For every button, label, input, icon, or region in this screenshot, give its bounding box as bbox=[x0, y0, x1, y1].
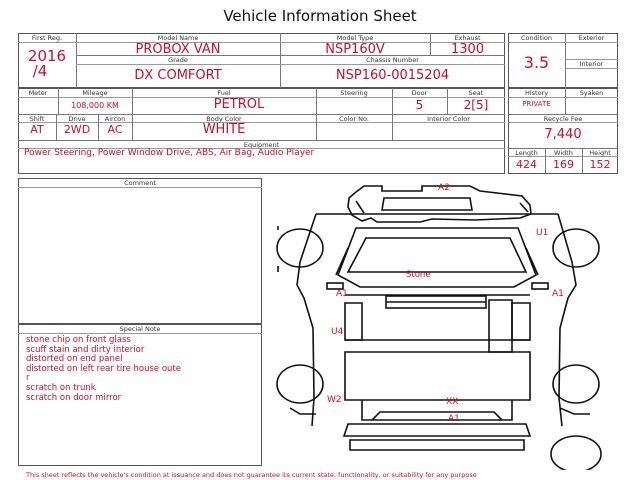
exterior-label: Exterior bbox=[578, 34, 605, 42]
chassis-number-label: Chassis Number bbox=[366, 56, 419, 64]
special-note-item: distorted on left rear tire house oute bbox=[26, 363, 181, 374]
comment-label: Comment bbox=[124, 179, 156, 187]
interior-color-label: Interior Color bbox=[427, 115, 470, 123]
disclaimer: This sheet reflects the vehicle's condition at issuance and does not guarantee its current state, functionality, or suitability for any purpose bbox=[26, 471, 477, 479]
model-name-label: Model Name bbox=[157, 34, 199, 42]
height-label: Height bbox=[589, 149, 611, 157]
comment-box bbox=[18, 178, 262, 324]
special-note-list bbox=[26, 336, 181, 403]
fuel-label: Fuel bbox=[217, 89, 231, 97]
aircon-label: Aircon bbox=[104, 115, 126, 123]
length-label: Length bbox=[515, 149, 538, 157]
exhaust-value: 1300 bbox=[450, 42, 485, 57]
chassis-number-value: NSP160-0015204 bbox=[335, 68, 450, 83]
seat-value: 2[5] bbox=[463, 98, 489, 112]
grade-label: Grade bbox=[168, 56, 188, 64]
door-label: Door bbox=[411, 89, 428, 97]
condition-label: Condition bbox=[520, 34, 553, 42]
aircon-value: AC bbox=[107, 123, 123, 136]
first-reg-label: First Reg. bbox=[31, 34, 63, 42]
body-color-label: Body Color bbox=[206, 115, 242, 123]
mark-left-door: U4 bbox=[331, 327, 344, 337]
model-type-value: NSP160V bbox=[325, 42, 385, 57]
interior-label: Interior bbox=[579, 60, 604, 68]
first-reg-year: 2016 bbox=[27, 47, 67, 65]
first-reg-month: /4 bbox=[32, 62, 48, 80]
drive-label: Drive bbox=[68, 115, 86, 123]
equipment-label: Equipment bbox=[243, 141, 280, 149]
mark-rear: XX bbox=[446, 397, 459, 407]
model-type-label: Model Type bbox=[336, 34, 374, 42]
drive-value: 2WD bbox=[63, 123, 91, 136]
history-value: PRIVATE bbox=[522, 100, 551, 108]
width-label: Width bbox=[554, 149, 573, 157]
special-note-label: Special Note bbox=[119, 325, 161, 333]
exhaust-label: Exhaust bbox=[454, 34, 481, 42]
recycle-fee-value: 7,440 bbox=[544, 127, 582, 142]
steering-label: Steering bbox=[340, 89, 368, 97]
grade-value: DX COMFORT bbox=[134, 68, 222, 83]
special-note-item: scuff stain and dirty interior bbox=[26, 344, 145, 355]
mark-windshield: Stone bbox=[406, 270, 431, 280]
body-color-value: WHITE bbox=[202, 122, 246, 137]
history-label: History bbox=[524, 89, 549, 97]
mileage-label: Mileage bbox=[82, 89, 108, 97]
mark-rear-left: W2 bbox=[327, 395, 342, 405]
shift-value: AT bbox=[30, 123, 44, 136]
model-name-value: PROBOX VAN bbox=[135, 42, 221, 57]
seat-label: Seat bbox=[468, 89, 484, 97]
width-value: 169 bbox=[553, 158, 574, 171]
car-damage-diagram bbox=[268, 178, 620, 470]
special-note-item: scratch on door mirror bbox=[26, 392, 122, 403]
meter-label: Meter bbox=[28, 89, 48, 97]
special-note-item: distorted on end panel bbox=[26, 354, 123, 365]
shift-label: Shift bbox=[29, 115, 45, 123]
mileage-value: 108,000 KM bbox=[71, 101, 119, 110]
height-value: 152 bbox=[589, 158, 611, 171]
color-no-label: Color No. bbox=[339, 115, 369, 123]
syaken-label: Syaken bbox=[579, 89, 604, 97]
mark-bottom: A1 bbox=[448, 414, 460, 424]
special-note-item: scratch on trunk bbox=[26, 382, 96, 393]
sheet-title: Vehicle Information Sheet bbox=[223, 7, 417, 25]
mark-left-side: A1 bbox=[336, 289, 348, 299]
door-value: 5 bbox=[415, 98, 424, 112]
mark-roof: A2 bbox=[438, 183, 450, 193]
equipment-value: Power Steering, Power Window Drive, ABS, Air Bag, Audio Player bbox=[24, 148, 315, 158]
mark-upper-right: U1 bbox=[536, 228, 549, 238]
special-note-item: r bbox=[26, 373, 30, 384]
special-note-item: stone chip on front glass bbox=[26, 335, 131, 345]
recycle-fee-label: Recycle Fee bbox=[543, 115, 583, 123]
condition-value: 3.5 bbox=[523, 53, 550, 72]
mark-right-side: A1 bbox=[552, 289, 564, 299]
length-value: 424 bbox=[516, 158, 537, 171]
fuel-value: PETROL bbox=[213, 97, 265, 112]
